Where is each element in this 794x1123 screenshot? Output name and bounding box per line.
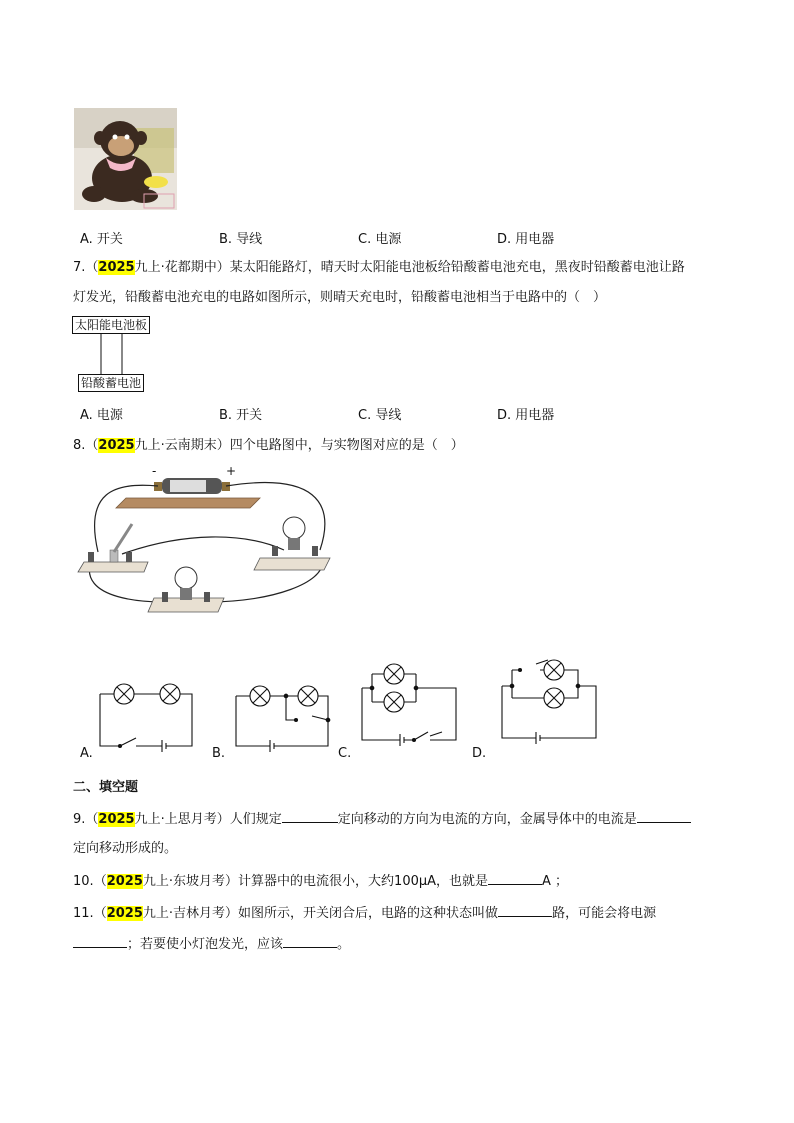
q11-source: 九上·吉林月考 [142, 906, 226, 921]
q9-source: 九上·上思月考 [134, 812, 217, 827]
q7-option-a[interactable]: A. 电源 [80, 408, 123, 423]
lead-acid-battery-label: 铅酸蓄电池 [78, 374, 144, 392]
q7-number: 7. [73, 260, 86, 275]
q9-line2: 定向移动形成的。 [73, 841, 178, 856]
q8-option-a-letter: A. [80, 746, 93, 761]
q11-line2-part2: 。 [337, 937, 351, 952]
q7-circuit-diagram [72, 316, 162, 396]
q11-year-badge: 2025 [106, 906, 143, 921]
q10-blank[interactable] [488, 870, 542, 885]
q8-physical-circuit-illustration [74, 462, 344, 632]
q11-part2: 路，可能会将电源 [552, 906, 657, 921]
q8-option-a-diagram[interactable] [80, 680, 200, 760]
q9-number: 9. [73, 812, 86, 827]
q8-option-d-letter: D. [472, 746, 487, 761]
q8-text: 四个电路图中，与实物图对应的是（ ） [229, 438, 464, 453]
q11-blank-1[interactable] [498, 902, 552, 917]
q8-option-b-letter: B. [212, 746, 226, 761]
q7-option-b[interactable]: B. 开关 [219, 408, 263, 423]
q8-line1: 8.（2025九上·云南期末）四个电路图中，与实物图对应的是（ ） [73, 438, 464, 453]
q7-option-d[interactable]: D. 用电器 [497, 408, 555, 423]
q11-line1: 11.（2025九上·吉林月考）如图所示，开关闭合后，电路的这种状态叫做 路，可能会将电源 [73, 902, 733, 925]
q8-year-badge: 2025 [98, 438, 135, 453]
q9-part2: 定向移动的方向为电流的方向，金属导体中的电流是 [337, 812, 637, 827]
q7-year-badge: 2025 [98, 260, 135, 275]
q8-option-b-diagram[interactable] [212, 680, 342, 760]
q8-number: 8. [73, 438, 86, 453]
q7-line2 [73, 287, 733, 309]
q7-line1: 7.（2025九上·花都期中）某太阳能路灯，晴天时太阳能电池板给铅酸蓄电池充电，黑夜时铅酸蓄电池让路 [73, 260, 685, 275]
q7-text-line1: 某太阳能路灯，晴天时太阳能电池板给铅酸蓄电池充电，黑夜时铅酸蓄电池让路 [229, 260, 685, 275]
q9-year-badge: 2025 [98, 812, 135, 827]
q9-blank-2[interactable] [637, 808, 691, 823]
q9-line1: 9.（2025九上·上思月考）人们规定 定向移动的方向为电流的方向，金属导体中的电流是 [73, 808, 733, 831]
q7-source: 九上·花都期中 [134, 260, 217, 275]
toy-monkey-photo [74, 108, 177, 210]
q10-line1: 10.（2025九上·东坡月考）计算器中的电流很小，大约100μA，也就是 A ； [73, 870, 733, 893]
q6-option-c[interactable]: C. 电源 [358, 232, 402, 247]
q10-number: 10. [73, 874, 94, 889]
q10-part2: A ； [542, 874, 569, 889]
q7-option-c[interactable]: C. 导线 [358, 408, 402, 423]
q11-number: 11. [73, 906, 94, 921]
q11-line2 [73, 933, 733, 956]
q8-option-c-letter: C. [338, 746, 352, 761]
q10-source: 九上·东坡月考 [142, 874, 226, 889]
q9-blank-1[interactable] [282, 808, 338, 823]
q8-source: 九上·云南期末 [134, 438, 217, 453]
q11-part1: 如图所示，开关闭合后，电路的这种状态叫做 [238, 906, 499, 921]
q9-part1: 人们规定 [229, 812, 282, 827]
q8-option-d-diagram[interactable] [470, 652, 610, 760]
q10-part1: 计算器中的电流很小，大约100μA，也就是 [238, 874, 489, 889]
battery-minus-label: - [152, 464, 157, 478]
q6-option-d[interactable]: D. 用电器 [497, 232, 555, 247]
q6-option-b[interactable]: B. 导线 [219, 232, 263, 247]
q11-blank-2[interactable] [73, 933, 127, 948]
q10-year-badge: 2025 [106, 874, 143, 889]
q11-blank-3[interactable] [283, 933, 337, 948]
solar-panel-label: 太阳能电池板 [72, 316, 150, 334]
q8-option-c-diagram[interactable] [338, 660, 468, 760]
q7-text-line2: 灯发光，铅酸蓄电池充电的电路如图所示，则晴天充电时，铅酸蓄电池相当于电路中的（ ） [73, 290, 607, 305]
q11-line2-part1: ；若要使小灯泡发光，应该 [127, 937, 284, 952]
section-2-title: 二、填空题 [73, 780, 139, 795]
battery-plus-label: + [226, 464, 237, 478]
q6-option-a[interactable]: A. 开关 [80, 232, 123, 247]
